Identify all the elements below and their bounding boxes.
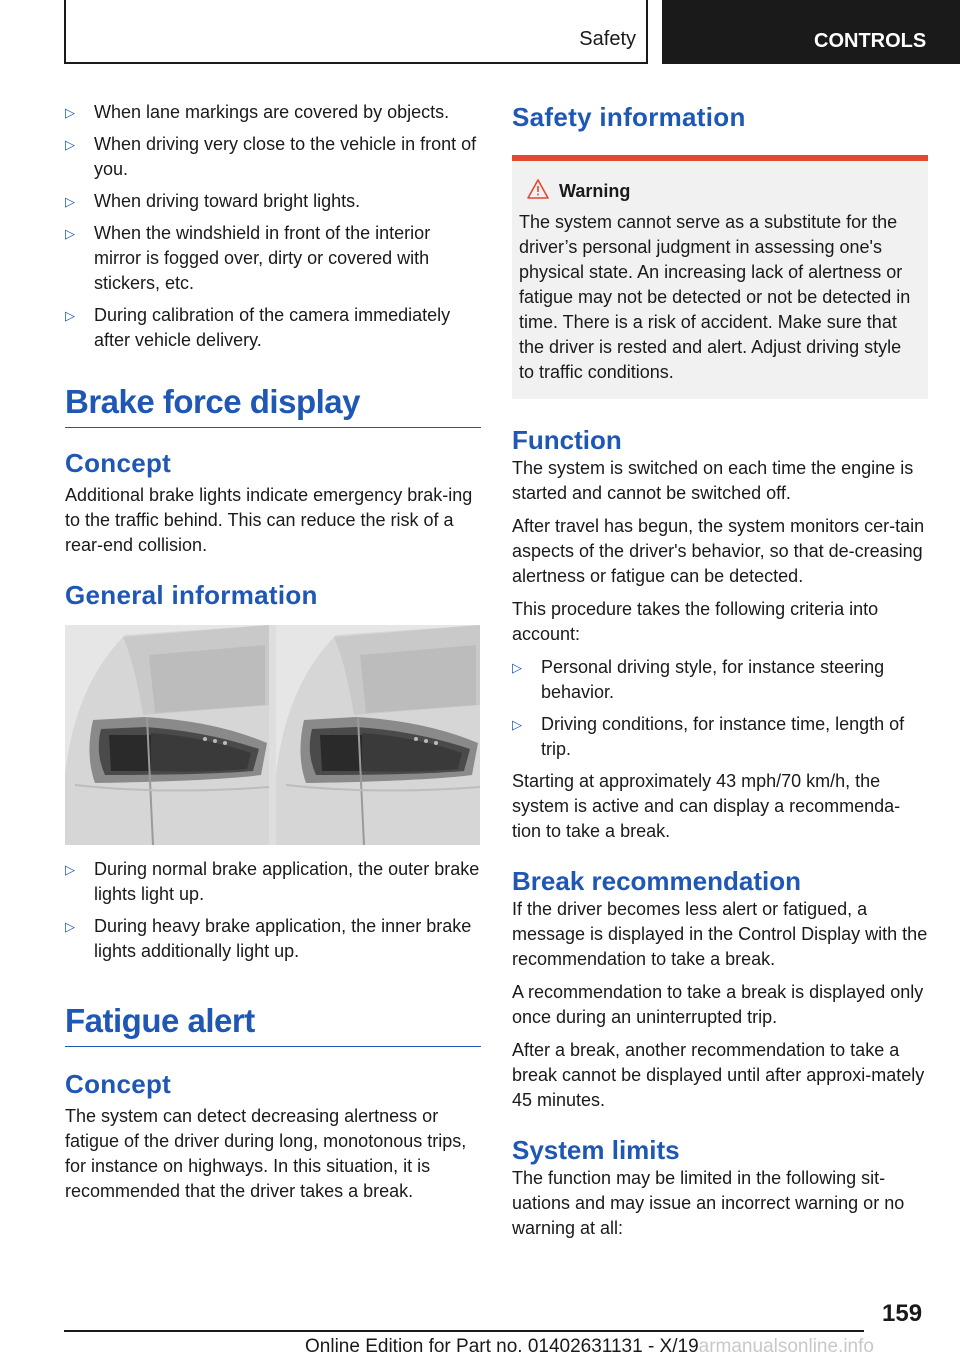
brake-concept-text: Additional brake lights indicate emergency brak‐ing to the traffic behind. This can reduce the risk of a rear-end collision. bbox=[65, 485, 473, 555]
fatigue-alert-title: Fatigue alert bbox=[65, 1002, 481, 1047]
header-chapter-tab bbox=[662, 0, 960, 64]
left-column bbox=[65, 100, 481, 1212]
warning-label: Warning bbox=[559, 181, 631, 201]
brake-lights-normal-image bbox=[65, 625, 269, 845]
triangle-bullet-icon: ▷ bbox=[65, 919, 75, 934]
triangle-bullet-icon: ▷ bbox=[65, 226, 75, 241]
brake-lights-figure bbox=[65, 625, 480, 845]
fatigue-concept-text: The system can detect decreasing alertness or fatigue of the driver during long, monotonous trips, for instance on highways. In this situation, it is recommended that the driver takes a break. bbox=[65, 1106, 467, 1201]
limits-paragraph: The function may be limited in the following sit‐uations and may issue an incorrect warning or no warning at all: bbox=[512, 1168, 905, 1238]
header-frame bbox=[64, 0, 648, 64]
list-item: ▷ When the windshield in front of the interior mirror is fogged over, dirty or covered with stickers, etc. bbox=[65, 223, 431, 293]
triangle-bullet-icon: ▷ bbox=[65, 105, 75, 120]
warning-text: The system cannot serve as a substitute for the driver’s personal judgment in assessing one's physical state. An increasing lack of alertness or fatigue may not be detected or not be detected in time. There is a risk of accident. Make sure that the driver is rested and alert. Adjust driving style to traffic conditions. bbox=[519, 212, 911, 382]
triangle-bullet-icon: ▷ bbox=[65, 137, 75, 152]
page-number: 159 bbox=[882, 1300, 923, 1327]
right-column bbox=[512, 100, 928, 1249]
list-item: ▷ During heavy brake application, the inner brake lights additionally light up. bbox=[65, 916, 472, 961]
list-item: ▷ During normal brake application, the outer brake lights light up. bbox=[65, 859, 480, 904]
brake-concept-heading: Concept bbox=[65, 448, 172, 478]
list-item: ▷ When driving toward bright lights. bbox=[65, 189, 481, 214]
break-paragraph: A recommendation to take a break is displayed only once during an uninterrupted trip. bbox=[512, 982, 924, 1027]
break-recommendation-heading: Break recommendation bbox=[512, 866, 801, 896]
function-heading: Function bbox=[512, 425, 622, 455]
triangle-bullet-icon: ▷ bbox=[512, 717, 522, 732]
list-item: ▷ Driving conditions, for instance time, length of trip. bbox=[512, 714, 905, 759]
list-item: ▷ When lane markings are covered by objects. bbox=[65, 100, 481, 125]
fatigue-concept-heading: Concept bbox=[65, 1069, 172, 1099]
chapter-label: CONTROLS bbox=[814, 30, 927, 52]
brake-lights-list bbox=[65, 857, 481, 964]
footer-divider bbox=[64, 1330, 864, 1332]
function-paragraph: After travel has begun, the system monitors cer‐tain aspects of the driver's behavior, so that de‐creasing alertness or fatigue can be detected. bbox=[512, 516, 925, 586]
conditions-list bbox=[65, 100, 481, 353]
triangle-bullet-icon: ▷ bbox=[65, 308, 75, 323]
brake-lights-heavy-image bbox=[276, 625, 480, 845]
safety-info-heading: Safety information bbox=[512, 102, 746, 132]
list-item: ▷ During calibration of the camera immediately after vehicle delivery. bbox=[65, 305, 451, 350]
break-paragraph: After a break, another recommendation to take a break cannot be displayed until after approxi‐mately 45 minutes. bbox=[512, 1040, 925, 1110]
list-item: ▷ Personal driving style, for instance steering behavior. bbox=[512, 657, 885, 702]
function-paragraph: Starting at approximately 43 mph/70 km/h, the system is active and can display a recommenda‐tion to take a break. bbox=[512, 771, 901, 841]
watermark: armanualsonline.info bbox=[698, 1336, 874, 1357]
general-info-heading: General information bbox=[65, 580, 318, 610]
warning-header bbox=[527, 179, 921, 204]
warning-box bbox=[512, 161, 928, 399]
footer-edition: Online Edition for Part no. 01402631131 - X/19armanualsonline.info bbox=[305, 1336, 874, 1357]
list-item: ▷ When driving very close to the vehicle in front of you. bbox=[65, 134, 477, 179]
triangle-bullet-icon: ▷ bbox=[512, 660, 522, 675]
system-limits-heading: System limits bbox=[512, 1135, 680, 1165]
warning-triangle-icon bbox=[527, 179, 549, 204]
function-paragraph: This procedure takes the following criteria into account: bbox=[512, 599, 879, 644]
brake-force-title: Brake force display bbox=[65, 383, 481, 428]
break-paragraph: If the driver becomes less alert or fatigued, a message is displayed in the Control Display with the recommendation to take a break. bbox=[512, 899, 928, 969]
triangle-bullet-icon: ▷ bbox=[65, 862, 75, 877]
function-paragraph: The system is switched on each time the engine is started and cannot be switched off. bbox=[512, 458, 914, 503]
header-section-label: Safety bbox=[579, 28, 636, 50]
criteria-list bbox=[512, 655, 928, 762]
triangle-bullet-icon: ▷ bbox=[65, 194, 75, 209]
